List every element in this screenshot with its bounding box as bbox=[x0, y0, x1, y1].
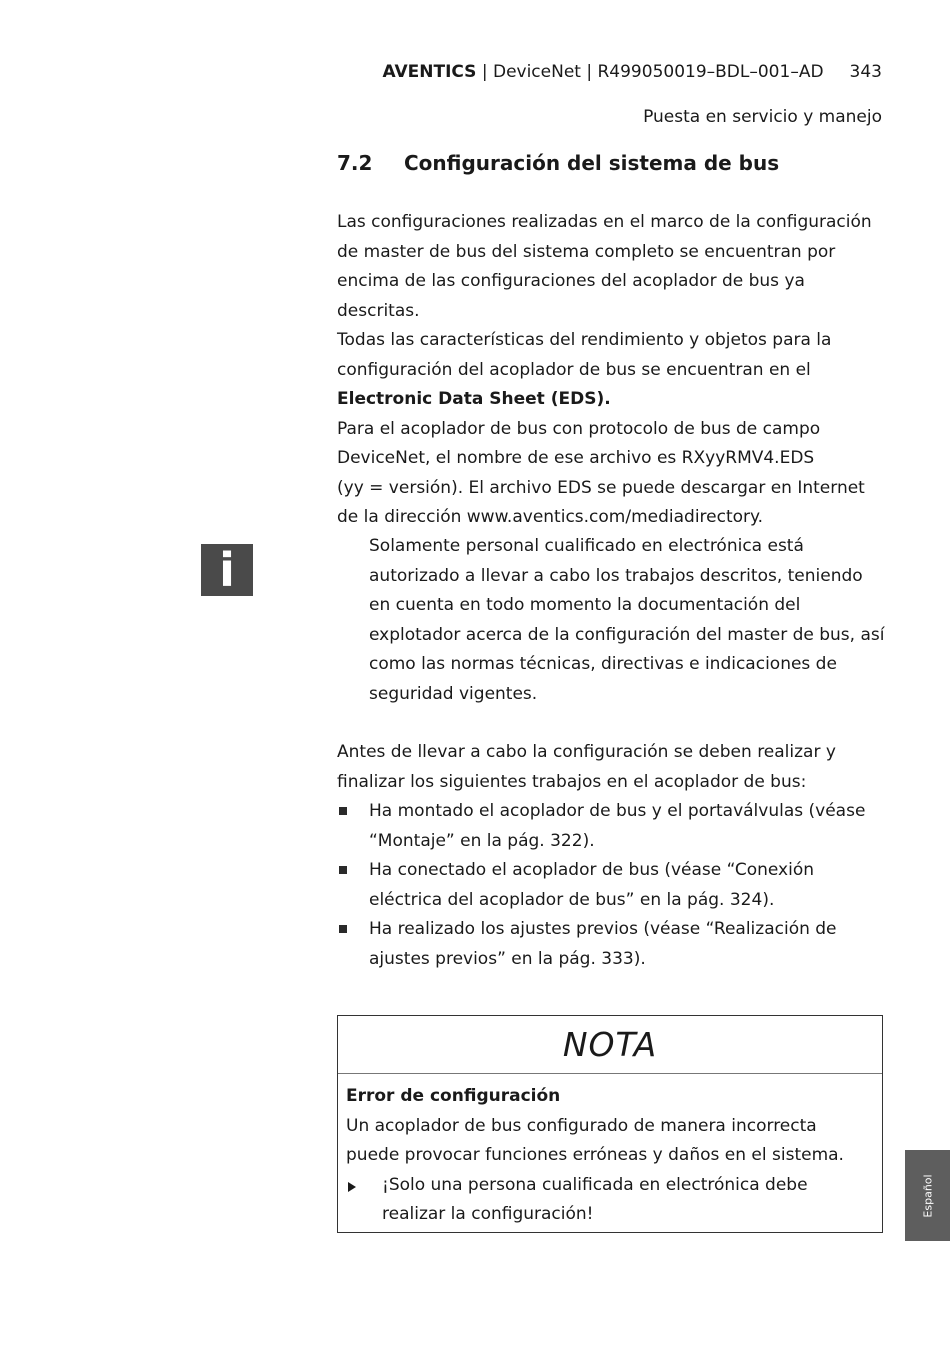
nota-heading: Error de configuración bbox=[346, 1086, 561, 1106]
chapter-title: Puesta en servicio y manejo bbox=[643, 107, 882, 127]
action-triangle-icon bbox=[348, 1182, 356, 1192]
intro-paragraph-3: Para el acoplador de bus con protocolo de bus de campo DeviceNet, el nombre de ese archivo es RXyyRMV4.EDS bbox=[337, 418, 821, 468]
nota-body bbox=[338, 1074, 882, 1230]
prerequisites-intro: Antes de llevar a cabo la configuración se deben realizar y finalizar los siguientes trabajos en el acoplador de bus: bbox=[337, 742, 836, 792]
brand-name: AVENTICS bbox=[382, 62, 477, 82]
nota-box bbox=[337, 1015, 883, 1233]
section-number: 7.2 bbox=[337, 151, 373, 175]
intro-paragraph-4: (yy = versión). El archivo EDS se puede descargar en Internet de la dirección www.aventics.com/mediadirectory. bbox=[337, 477, 865, 527]
list-item: Ha realizado los ajustes previos (véase “Realización de ajustes previos” en la pág. 333). bbox=[337, 915, 889, 974]
language-tab bbox=[905, 1150, 950, 1241]
section-title: Configuración del sistema de bus bbox=[404, 151, 780, 175]
list-item: Ha conectado el acoplador de bus (véase “Conexión eléctrica del acoplador de bus” en la pág. 324). bbox=[337, 856, 889, 915]
intro-text bbox=[337, 208, 887, 533]
bullet-square-icon bbox=[339, 925, 347, 933]
intro-paragraph-2: Todas las características del rendimiento y objetos para la configuración del acoplador de bus se encuentran en el bbox=[337, 330, 832, 380]
list-item: Ha montado el acoplador de bus y el portaválvulas (véase “Montaje” en la pág. 322). bbox=[337, 797, 889, 856]
intro-paragraph-1: Las configuraciones realizadas en el marco de la configuración de master de bus del sistema completo se encuentran por encima de las configuraciones del acoplador de bus ya descritas. bbox=[337, 212, 872, 321]
document-reference: | DeviceNet | R499050019–BDL–001–AD bbox=[476, 62, 824, 82]
prerequisites-list bbox=[337, 797, 889, 974]
running-header bbox=[382, 62, 882, 82]
info-note-text: Solamente personal cualificado en electrónica está autorizado a llevar a cabo los trabajos descritos, teniendo en cuenta en todo momento la documentación del explotador acerca de la configuración del master de bus, así como las normas técnicas, directivas e indicaciones de seguridad vigentes. bbox=[369, 536, 885, 704]
page-number: 343 bbox=[849, 62, 882, 82]
nota-title: NOTA bbox=[338, 1016, 882, 1074]
bullet-square-icon bbox=[339, 807, 347, 815]
eds-reference: Electronic Data Sheet (EDS). bbox=[337, 389, 611, 409]
bullet-square-icon bbox=[339, 866, 347, 874]
nota-action: ¡Solo una persona cualificada en electrónica debe realizar la configuración! bbox=[346, 1171, 874, 1230]
language-tab-label: Español bbox=[921, 1173, 934, 1218]
section-heading bbox=[337, 151, 779, 175]
info-icon: i bbox=[201, 544, 253, 596]
nota-text: Un acoplador de bus configurado de manera incorrecta puede provocar funciones erróneas y daños en el sistema. bbox=[346, 1115, 844, 1165]
